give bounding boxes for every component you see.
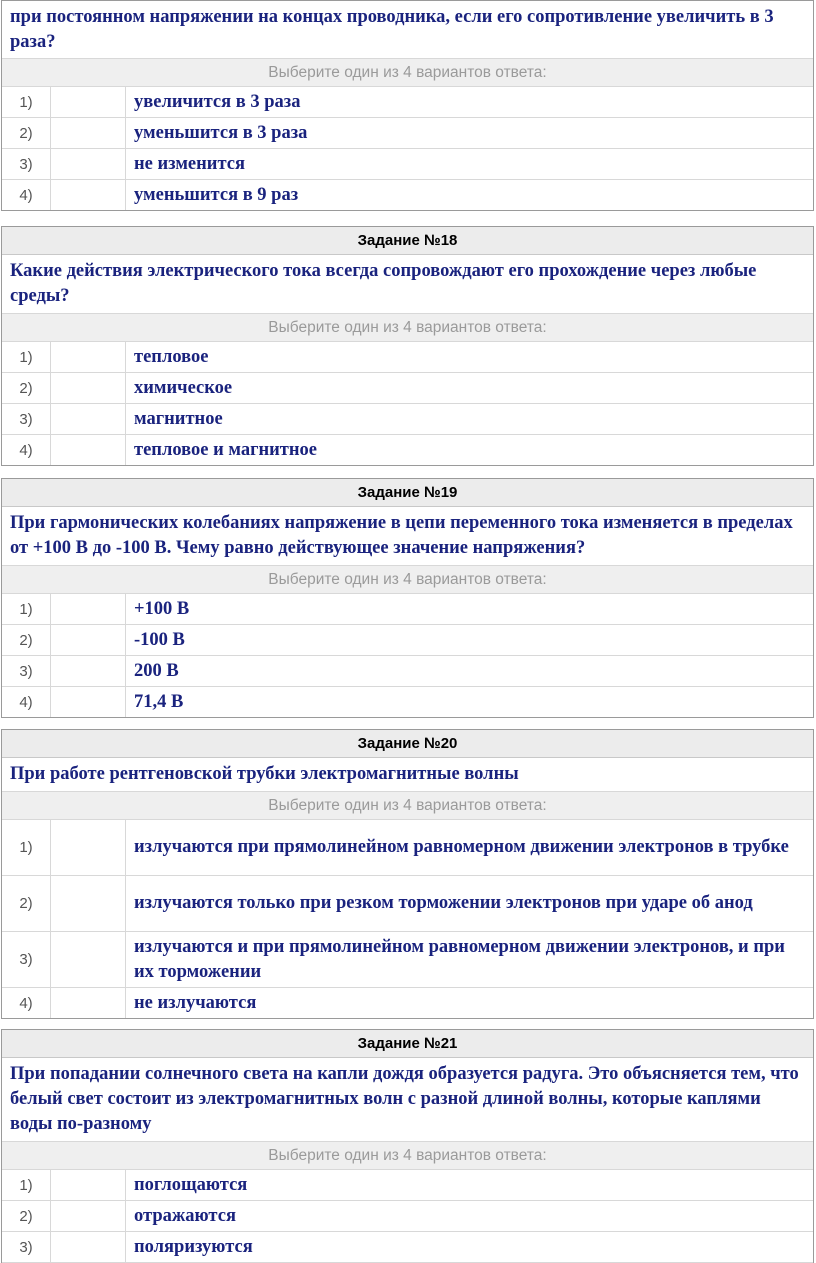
answer-option[interactable]	[2, 149, 813, 180]
option-select-cell[interactable]	[51, 988, 126, 1018]
option-select-cell[interactable]	[51, 1170, 126, 1200]
option-select-cell[interactable]	[51, 149, 126, 179]
option-number: 2)	[2, 373, 51, 403]
option-select-cell[interactable]	[51, 687, 126, 717]
option-text: тепловое	[134, 346, 209, 367]
task-title: Задание №19	[2, 479, 813, 507]
option-number: 1)	[2, 594, 51, 624]
answer-prompt: Выберите один из 4 вариантов ответа:	[2, 792, 813, 820]
option-select-cell[interactable]	[51, 435, 126, 465]
task-20	[1, 729, 814, 1019]
option-text: уменьшится в 3 раза	[134, 122, 308, 143]
question-text: При гармонических колебаниях напряжение в цепи переменного тока изменяется в пределах от +100 В до -100 В. Чему равно действующее значение напряжения?	[2, 507, 813, 566]
option-select-cell[interactable]	[51, 118, 126, 148]
answer-prompt: Выберите один из 4 вариантов ответа:	[2, 1142, 813, 1170]
option-number: 2)	[2, 625, 51, 655]
option-text: магнитное	[134, 408, 223, 429]
answer-option[interactable]	[2, 820, 813, 876]
task-title: Задание №21	[2, 1030, 813, 1058]
option-text: увеличится в 3 раза	[134, 91, 301, 112]
answer-prompt: Выберите один из 4 вариантов ответа:	[2, 566, 813, 594]
answer-option[interactable]	[2, 932, 813, 988]
option-text: излучаются и при прямолинейном равномерном движении электронов, и при их торможении	[134, 936, 785, 982]
option-number: 4)	[2, 435, 51, 465]
question-text: Какие действия электрического тока всегда сопровождают его прохождение через любые среды?	[2, 255, 813, 314]
option-number: 1)	[2, 1170, 51, 1200]
answer-prompt: Выберите один из 4 вариантов ответа:	[2, 59, 813, 87]
option-number: 1)	[2, 87, 51, 117]
answer-option[interactable]	[2, 373, 813, 404]
answer-option[interactable]	[2, 1232, 813, 1263]
option-number: 1)	[2, 342, 51, 372]
option-select-cell[interactable]	[51, 373, 126, 403]
option-text: уменьшится в 9 раз	[134, 184, 299, 205]
option-select-cell[interactable]	[51, 656, 126, 686]
option-number: 3)	[2, 656, 51, 686]
option-select-cell[interactable]	[51, 876, 126, 931]
option-select-cell[interactable]	[51, 932, 126, 987]
answer-option[interactable]	[2, 435, 813, 465]
option-number: 2)	[2, 118, 51, 148]
option-text: 200 В	[134, 660, 179, 681]
question-text: При работе рентгеновской трубки электромагнитные волны	[2, 758, 813, 792]
answer-option[interactable]	[2, 656, 813, 687]
option-text: излучаются только при резком торможении электронов при ударе об анод	[134, 893, 753, 913]
option-number: 1)	[2, 820, 51, 875]
option-select-cell[interactable]	[51, 1201, 126, 1231]
answer-option[interactable]	[2, 988, 813, 1018]
answer-option[interactable]	[2, 1170, 813, 1201]
option-select-cell[interactable]	[51, 594, 126, 624]
task-17	[1, 0, 814, 211]
option-number: 4)	[2, 687, 51, 717]
option-number: 2)	[2, 1201, 51, 1231]
answer-option[interactable]	[2, 87, 813, 118]
option-select-cell[interactable]	[51, 625, 126, 655]
option-select-cell[interactable]	[51, 820, 126, 875]
option-text: излучаются при прямолинейном равномерном движении электронов в трубке	[134, 837, 789, 857]
task-title: Задание №20	[2, 730, 813, 758]
answer-option[interactable]	[2, 118, 813, 149]
task-21	[1, 1029, 814, 1263]
task-19	[1, 478, 814, 718]
task-18	[1, 226, 814, 466]
option-select-cell[interactable]	[51, 180, 126, 210]
answer-prompt: Выберите один из 4 вариантов ответа:	[2, 314, 813, 342]
answer-option[interactable]	[2, 342, 813, 373]
option-number: 3)	[2, 932, 51, 987]
answer-option[interactable]	[2, 687, 813, 717]
option-text: не излучаются	[134, 992, 257, 1013]
option-select-cell[interactable]	[51, 404, 126, 434]
option-text: +100 В	[134, 598, 190, 619]
option-text: химическое	[134, 377, 233, 398]
question-text: При попадании солнечного света на капли дождя образуется радуга. Это объясняется тем, что белый свет состоит из электромагнитных волн с разной длиной волны, которые каплями воды по-разному	[2, 1058, 813, 1142]
option-number: 4)	[2, 180, 51, 210]
task-title: Задание №18	[2, 227, 813, 255]
option-number: 3)	[2, 149, 51, 179]
option-text: отражаются	[134, 1205, 236, 1226]
answer-option[interactable]	[2, 180, 813, 210]
option-text: тепловое и магнитное	[134, 439, 318, 460]
option-number: 4)	[2, 988, 51, 1018]
option-select-cell[interactable]	[51, 87, 126, 117]
option-text: поглощаются	[134, 1174, 248, 1195]
option-text: не изменится	[134, 153, 245, 174]
answer-option[interactable]	[2, 1201, 813, 1232]
answer-option[interactable]	[2, 625, 813, 656]
option-number: 3)	[2, 1232, 51, 1262]
option-text: поляризуются	[134, 1236, 253, 1257]
option-select-cell[interactable]	[51, 1232, 126, 1262]
question-text: при постоянном напряжении на концах проводника, если его сопротивление увеличить в 3 раза?	[2, 1, 813, 59]
option-text: 71,4 В	[134, 691, 184, 712]
option-number: 3)	[2, 404, 51, 434]
answer-option[interactable]	[2, 876, 813, 932]
answer-option[interactable]	[2, 594, 813, 625]
option-text: -100 В	[134, 629, 185, 650]
option-number: 2)	[2, 876, 51, 931]
option-select-cell[interactable]	[51, 342, 126, 372]
answer-option[interactable]	[2, 404, 813, 435]
